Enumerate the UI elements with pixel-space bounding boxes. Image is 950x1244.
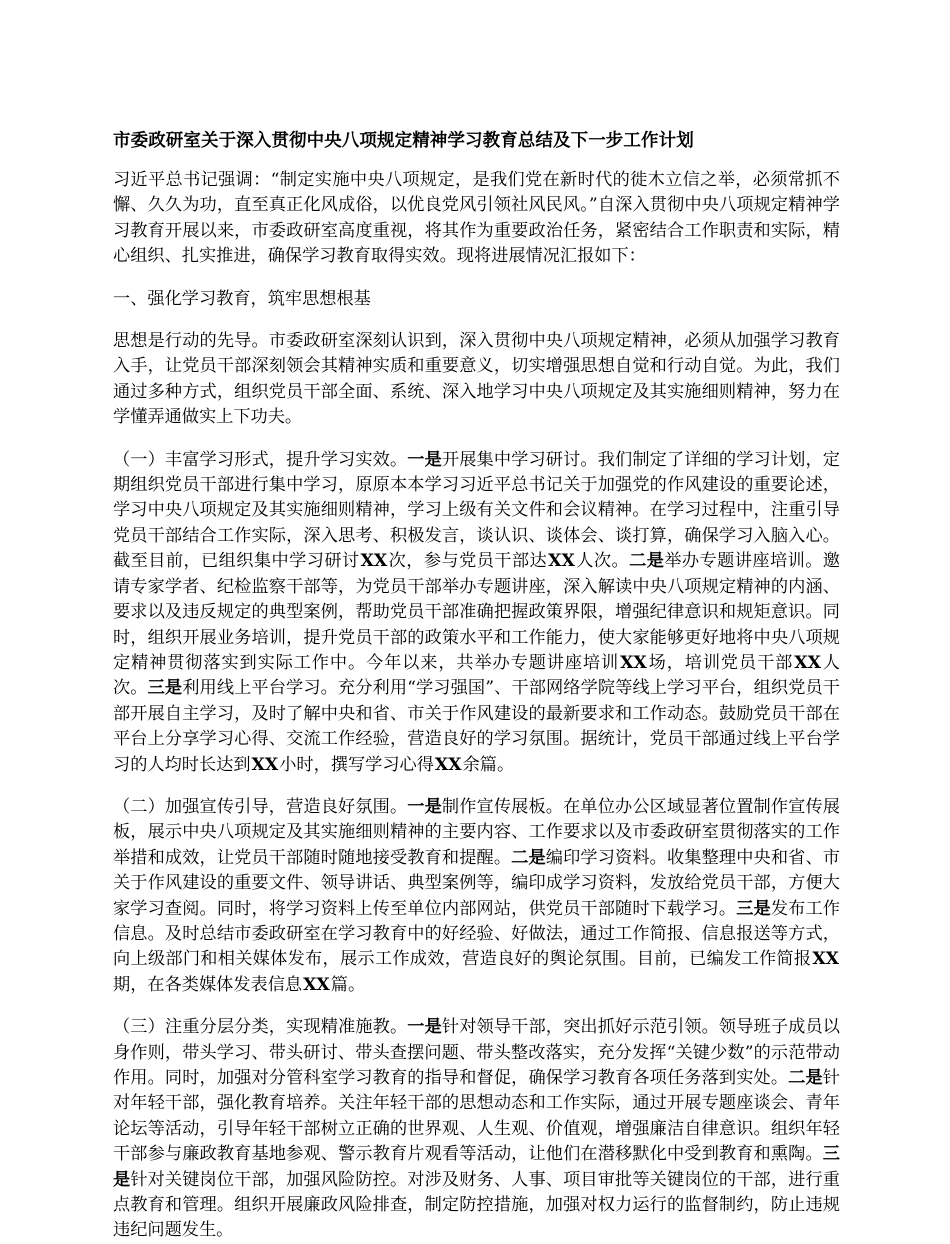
item-three-segment-3: 针对关键岗位干部，加强风险防控。对涉及财务、人事、项目审批等关键岗位的干部，进行重点教育和管理。组织开展廉政风险排查，制定防控措施，加强对权力运行的监督制约，防止违规违纪问题发生。 <box>113 1169 840 1241</box>
item-one-segment-3c: 余篇。 <box>462 754 515 775</box>
item-two-marker-1: 一是 <box>407 796 442 817</box>
item-one-value-1: XX <box>360 551 388 572</box>
item-one-segment-2: 举办专题讲座培训。邀请专家学者、纪检监察干部等，为党员干部举办专题讲座，深入解读中央八项规定精神的内涵、要求以及违反规定的典型案例，帮助党员干部准确把握政策界限，增强纪律意识和规矩意识。同时，组织开展业务培训，提升党员干部的政策水平和工作能力，使大家能够更好地将中央八项规定精神贯彻落实到实际工作中。今年以来，共举办专题讲座培训 <box>113 551 840 673</box>
section-one-heading <box>113 287 840 312</box>
item-one-segment-2b: 场，培训党员干部 <box>647 652 794 673</box>
item-three-segment-2: 针对年轻干部，强化教育培养。关注年轻干部的思想动态和工作实际，通过开展专题座谈会、青年论坛等活动，引导年轻干部树立正确的世界观、人生观、价值观，增强廉洁自律意识。组织年轻干部参与廉政教育基地参观、警示教育片观看等活动，让他们在潜移默化中受到教育和熏陶。 <box>113 1068 840 1165</box>
item-three-lead: （三）注重分层分类，实现精准施教。 <box>113 1017 408 1038</box>
item-three <box>113 1015 840 1244</box>
section-one-heading-text: 一、强化学习教育，筑牢思想根基 <box>113 288 371 309</box>
item-one-marker-3: 三是 <box>147 678 183 699</box>
item-two-segment-3c: 篇。 <box>330 974 366 995</box>
item-two-marker-3: 三是 <box>736 898 771 919</box>
item-two-marker-2: 二是 <box>511 847 546 868</box>
item-two-value-3: XX <box>812 949 839 970</box>
section-one-body-text: 思想是行动的先导。市委政研室深刻认识到，深入贯彻中央八项规定精神，必须从加强学习教育入手，让党员干部深刻领会其精神实质和重要意义，切实增强思想自觉和行动自觉。为此，我们通过多种方式，组织党员干部全面、系统、深入地学习中央八项规定及其实施细则精神，努力在学懂弄通做实上下功夫。 <box>113 331 840 428</box>
item-two-lead: （二）加强宣传引导，营造良好氛围。 <box>113 796 408 817</box>
item-two-segment-1: 制作宣传展板。在单位办公区域显著位置制作宣传展板，展示中央八项规定及其实施细则精神的主要内容、工作要求以及市委政研室贯彻落实的工作举措和成效，让党员干部随时随地接受教育和提醒。 <box>113 796 840 868</box>
item-one-value-3b: XX <box>434 754 462 775</box>
document-title: 市委政研室关于深入贯彻中央八项规定精神学习教育总结及下一步工作计划 <box>113 131 694 151</box>
item-two-segment-2: 编印学习资料。收集整理中央和省、市关于作风建设的重要文件、领导讲话、典型案例等，编印成学习资料，发放给党员干部，方便大家学习查阅。同时，将学习资料上传至单位内部网站，供党员干部随时下载学习。 <box>113 847 840 919</box>
item-two-value-3b: XX <box>303 974 330 995</box>
intro-text: 习近平总书记强调：“制定实施中央八项规定，是我们党在新时代的徙木立信之举，必须常抓不懈、久久为功，直至真正化风成俗，以优良党风引领社风民风。”自深入贯彻中央八项规定精神学习教育开展以来，市委政研室高度重视，将其作为重要政治任务，紧密结合工作职责和实际，精心组织、扎实推进，确保学习教育取得实效。现将进展情况汇报如下： <box>113 170 840 267</box>
item-one-value-1b: XX <box>548 551 575 572</box>
item-one-segment-1: 开展集中学习研讨。我们制定了详细的学习计划，定期组织党员干部进行集中学习，原原本本学习习近平总书记关于加强党的作风建设的重要论述，学习中央八项规定及其实施细则精神，学习上级有关文件和会议精神。在学习过程中，注重引导党员干部结合工作实际，深入思考、积极发言，谈认识、谈体会、谈打算，确保学习入脑入心。截至目前，已组织集中学习研讨 <box>113 449 840 572</box>
item-three-segment-1: 针对领导干部，突出抓好示范引领。领导班子成员以身作则，带头学习、带头研讨、带头查摆问题、带头整改落实，充分发挥“关键少数”的示范带动作用。同时，加强对分管科室学习教育的指导和督促，确保学习教育各项任务落到实处。 <box>113 1017 840 1088</box>
item-two-segment-3b: 期，在各类媒体发表信息 <box>113 974 303 995</box>
section-one-body <box>113 329 840 431</box>
item-two <box>113 795 840 998</box>
item-one-segment-3: 利用线上平台学习。充分利用“学习强国”、干部网络学院等线上学习平台，组织党员干部开展自主学习，及时了解中央和省、市关于作风建设的最新要求和工作动态。鼓励党员干部在平台上分享学习心得、交流工作经验，营造良好的学习氛围。据统计，党员干部通过线上平台学习的人均时长达到 <box>113 678 840 775</box>
item-one-segment-1b: 次，参与党员干部达 <box>388 551 548 572</box>
item-one-marker-1: 一是 <box>407 449 442 470</box>
item-one-segment-3b: 小时，撰写学习心得 <box>279 754 434 775</box>
item-three-marker-3: 三是 <box>113 1144 840 1190</box>
item-one-lead: （一）丰富学习形式，提升学习实效。 <box>113 449 408 470</box>
item-two-segment-3: 发布工作信息。及时总结市委政研室在学习教育中的好经验、好做法，通过工作简报、信息报送等方式，向上级部门和相关媒体发布，展示工作成效，营造良好的舆论氛围。目前，已编发工作简报 <box>113 898 840 970</box>
item-one-segment-1c: 人次。 <box>575 551 630 572</box>
item-three-marker-1: 一是 <box>407 1017 442 1038</box>
item-one-segment-2c: 人次。 <box>113 652 840 699</box>
item-three-marker-2: 二是 <box>788 1068 823 1088</box>
item-one <box>113 448 840 778</box>
item-one-value-2b: XX <box>794 652 821 673</box>
item-one-value-2: XX <box>620 652 647 673</box>
intro-paragraph <box>113 168 840 270</box>
item-one-value-3: XX <box>251 754 279 775</box>
item-one-marker-2: 二是 <box>629 551 665 572</box>
